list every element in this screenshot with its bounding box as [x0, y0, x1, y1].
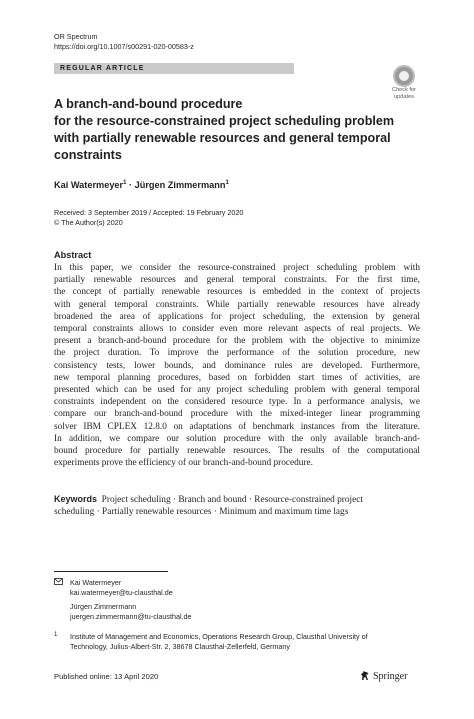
title-line: A branch-and-bound procedure [54, 97, 243, 111]
contact-name: Jürgen Zimmermann [70, 602, 137, 611]
abstract-line: with general temporal constraints. While partially renewable resources have already [54, 299, 420, 310]
keywords-line2: scheduling · Partially renewable resources · Minimum and maximum time lags [54, 507, 349, 518]
contact-name: Kai Watermeyer [70, 578, 122, 587]
doi-link[interactable]: https://doi.org/10.1007/s00291-020-00583-z [54, 42, 194, 51]
published-online: Published online: 13 April 2020 [54, 672, 159, 681]
keywords-line1: Project scheduling · Branch and bound · Resource-constrained project [101, 495, 363, 505]
check-updates-line2: updates [394, 93, 414, 100]
abstract-line: present a branch-and-bound procedure for the problem with the objective to minimize [54, 336, 420, 347]
abstract-line: consistency tests, lower bounds, and dominance rules are developed. Furthermore, [54, 360, 420, 371]
author-list [54, 180, 229, 190]
abstract-line: constraints independent on the considered resource type. In a performance analysis, we [54, 397, 420, 408]
abstract-line: temporal constraints allows to consider even more relevant aspects of real projects. We [54, 324, 420, 335]
springer-logo[interactable] [360, 670, 407, 684]
copyright-notice: © The Author(s) 2020 [54, 218, 123, 227]
envelope-icon [54, 578, 63, 588]
check-for-updates-badge[interactable] [387, 65, 421, 103]
received-accepted-dates: Received: 3 September 2019 / Accepted: 19 February 2020 [54, 208, 244, 217]
contact-email[interactable]: juergen.zimmermann@tu-clausthal.de [70, 612, 192, 621]
title-line: for the resource-constrained project scheduling problem [54, 114, 395, 128]
author-name[interactable]: Kai Watermeyer [54, 180, 124, 191]
abstract-line: the concept of partially renewable resources is embedded in the context of projects [54, 287, 420, 298]
publisher-name: Springer [373, 671, 408, 682]
affiliation-marker: 1 [225, 180, 229, 186]
abstract-line: In this paper, we consider the resource-constrained project scheduling problem with [54, 263, 420, 273]
affiliation-line: Institute of Management and Economics, Operations Research Group, Clausthal University of [70, 632, 368, 641]
journal-name: OR Spectrum [54, 32, 98, 41]
article-type-bar [54, 63, 294, 74]
paper-title [54, 96, 395, 164]
abstract-line: presented which can be used for any project scheduling problem with general temporal [54, 385, 420, 396]
affiliation-marker: 1 [123, 180, 127, 186]
abstract-line: the project duration. To improve the performance of the solution procedure, new [54, 348, 420, 359]
abstract-body [54, 262, 420, 469]
abstract-line: solver IBM CPLEX 12.8.0 on adaptations of benchmark instances from the literature. [54, 421, 420, 432]
abstract-line: experiments prove the efficiency of our branch-and-bound procedure. [54, 458, 314, 469]
title-line: with partially renewable resources and general temporal [54, 131, 391, 145]
keywords-label: Keywords [54, 494, 98, 504]
check-updates-icon [393, 65, 415, 87]
author-separator: · [126, 180, 135, 191]
journal-header [54, 32, 194, 52]
article-type: REGULAR ARTICLE [60, 65, 145, 72]
contact-email[interactable]: kai.watermeyer@tu-clausthal.de [70, 588, 173, 597]
check-updates-line1: Check for [392, 87, 416, 93]
abstract-heading: Abstract [54, 250, 92, 260]
abstract-line: new temporal planning procedures, based on forbidden start times of activities, are [54, 372, 420, 383]
abstract-line: broadened the area of applications for project scheduling, the extension by general [54, 311, 420, 322]
keywords-block [54, 493, 420, 518]
author-name[interactable]: Jürgen Zimmermann [134, 180, 226, 191]
affiliation-line: Technology, Julius-Albert-Str. 2, 38678 Clausthal-Zellerfeld, Germany [70, 642, 290, 651]
title-line: constraints [54, 148, 122, 162]
footnote-divider [54, 571, 168, 572]
article-dates [54, 208, 243, 228]
abstract-line: compare our branch-and-bound procedure with the mixed-integer linear programming [54, 409, 420, 420]
abstract-line: In addition, we compare our solution procedure with the only available branch-and- [54, 433, 420, 444]
springer-horse-icon [360, 670, 370, 684]
abstract-line: partially renewable resources and general temporal constraints. For the first time, [54, 275, 420, 286]
abstract-line: bound procedure for partially renewable resources. The results of the computational [54, 446, 420, 457]
affiliation-number: 1 [54, 632, 58, 638]
